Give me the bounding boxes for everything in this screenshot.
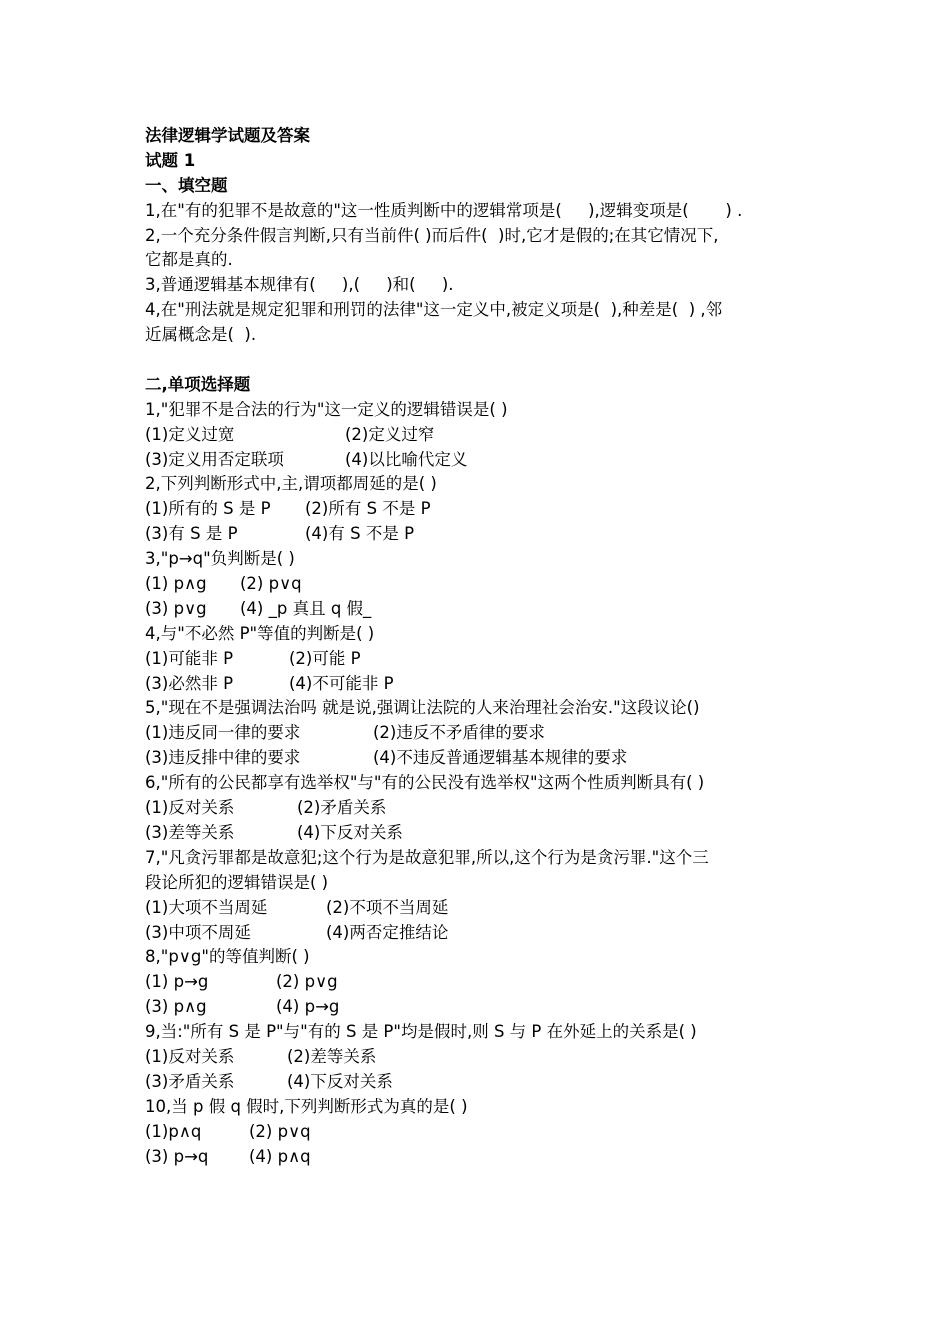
question-stem: 4,与"不必然 P"等值的判断是( )	[145, 623, 375, 643]
fill-blank-question: 2,一个充分条件假言判断,只有当前件( )而后件( )时,它才是假的;在其它情况下,	[145, 225, 719, 245]
spacer	[145, 348, 845, 373]
fill-blank-question: 它都是真的.	[145, 250, 233, 270]
answer-options-row	[145, 647, 845, 672]
answer-option: (2)所有 S 不是 P	[305, 499, 431, 519]
fill-blank-question: 4,在"刑法就是规定犯罪和刑罚的法律"这一定义中,被定义项是( ),种差是( ) ,邻	[145, 300, 723, 320]
answer-options-row	[145, 746, 845, 771]
answer-options-row	[145, 672, 845, 697]
answer-option: (1)p∧q	[145, 1121, 202, 1141]
answer-options-row	[145, 522, 845, 547]
answer-options-row	[145, 921, 845, 946]
answer-options-row	[145, 970, 845, 995]
document-title: 法律逻辑学试题及答案	[145, 126, 310, 145]
answer-option: (1) p→g	[145, 972, 209, 992]
answer-options-row	[145, 821, 845, 846]
answer-option: (2) p∨g	[276, 972, 338, 992]
answer-option: (4) p∧q	[249, 1146, 311, 1166]
answer-option: (3) p∨g	[145, 598, 207, 618]
question-stem: 段论所犯的逻辑错误是( )	[145, 872, 329, 892]
fill-blank-question: 近属概念是( ).	[145, 325, 257, 345]
answer-option: (2)违反不矛盾律的要求	[373, 723, 545, 743]
answer-option: (1)定义过宽	[145, 424, 235, 444]
answer-options-row	[145, 1045, 845, 1070]
question-stem: 5,"现在不是强调法治吗 就是说,强调让法院的人来治理社会治安."这段议论()	[145, 698, 700, 718]
answer-options-row	[145, 572, 845, 597]
answer-options-row	[145, 497, 845, 522]
answer-option: (1)大项不当周延	[145, 897, 268, 917]
multiple-choice-list	[145, 398, 845, 1170]
answer-option: (4)不违反普通逻辑基本规律的要求	[373, 748, 628, 768]
answer-option: (2) p∨q	[240, 574, 302, 594]
answer-option: (4)有 S 不是 P	[305, 524, 415, 544]
section1-heading: 一、填空题	[145, 175, 228, 195]
answer-option: (2)差等关系	[287, 1046, 377, 1066]
answer-options-row	[145, 1120, 845, 1145]
answer-option: (1)所有的 S 是 P	[145, 499, 271, 519]
document-page	[145, 124, 845, 1169]
answer-option: (4) p→g	[276, 997, 340, 1017]
answer-option: (1)反对关系	[145, 1046, 235, 1066]
answer-option: (3)差等关系	[145, 822, 235, 842]
question-stem: 2,下列判断形式中,主,谓项都周延的是( )	[145, 474, 437, 494]
answer-option: (2)定义过窄	[345, 424, 435, 444]
answer-option: (3)定义用否定联项	[145, 449, 284, 469]
answer-option: (2)不项不当周延	[326, 897, 449, 917]
question-stem: 1,"犯罪不是合法的行为"这一定义的逻辑错误是( )	[145, 399, 508, 419]
answer-option: (4)两否定推结论	[326, 922, 449, 942]
test-title: 试题 1	[145, 150, 196, 170]
section2-heading: 二,单项选择题	[145, 374, 251, 394]
answer-options-row	[145, 1145, 845, 1170]
fill-blank-question: 3,普通逻辑基本规律有( ),( )和( ).	[145, 275, 454, 295]
answer-option: (3)违反排中律的要求	[145, 748, 301, 768]
answer-option: (3)中项不周延	[145, 922, 251, 942]
answer-options-row	[145, 796, 845, 821]
answer-option: (2) p∨q	[249, 1121, 311, 1141]
answer-options-row	[145, 448, 845, 473]
answer-option: (3)有 S 是 P	[145, 524, 238, 544]
answer-option: (2)可能 P	[289, 648, 361, 668]
answer-option: (2)矛盾关系	[297, 798, 387, 818]
answer-option: (4)不可能非 P	[289, 673, 394, 693]
question-stem: 9,当:"所有 S 是 P"与"有的 S 是 P"均是假时,则 S 与 P 在外延上的关系是( )	[145, 1022, 697, 1042]
question-stem: 8,"p∨g"的等值判断( )	[145, 947, 310, 967]
answer-option: (4)以比喻代定义	[345, 449, 468, 469]
answer-option: (3) p→q	[145, 1146, 209, 1166]
answer-options-row	[145, 597, 845, 622]
answer-options-row	[145, 423, 845, 448]
answer-option: (3) p∧g	[145, 997, 207, 1017]
answer-option: (1)违反同一律的要求	[145, 723, 301, 743]
answer-option: (1)可能非 P	[145, 648, 234, 668]
answer-options-row	[145, 1070, 845, 1095]
answer-option: (1) p∧g	[145, 574, 207, 594]
answer-options-row	[145, 721, 845, 746]
question-stem: 10,当 p 假 q 假时,下列判断形式为真的是( )	[145, 1096, 468, 1116]
question-stem: 3,"p→q"负判断是( )	[145, 549, 295, 569]
question-stem: 6,"所有的公民都享有选举权"与"有的公民没有选举权"这两个性质判断具有( )	[145, 773, 705, 793]
fill-blank-question: 1,在"有的犯罪不是故意的"这一性质判断中的逻辑常项是( ),逻辑变项是( ) .	[145, 200, 743, 220]
answer-options-row	[145, 896, 845, 921]
answer-option: (4) _p 真且 q 假_	[240, 598, 372, 618]
question-stem: 7,"凡贪污罪都是故意犯;这个行为是故意犯罪,所以,这个行为是贪污罪."这个三	[145, 847, 709, 867]
answer-option: (3)矛盾关系	[145, 1071, 235, 1091]
answer-option: (1)反对关系	[145, 798, 235, 818]
answer-option: (4)下反对关系	[297, 822, 403, 842]
answer-options-row	[145, 995, 845, 1020]
answer-option: (4)下反对关系	[287, 1071, 393, 1091]
answer-option: (3)必然非 P	[145, 673, 234, 693]
